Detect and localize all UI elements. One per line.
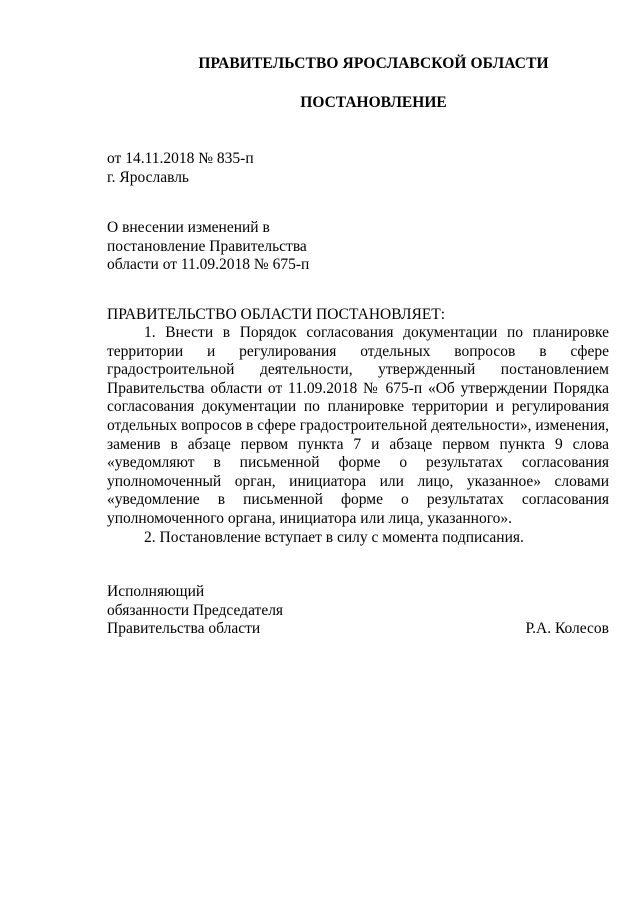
- document-body: [107, 324, 609, 547]
- preamble: ПРАВИТЕЛЬСТВО ОБЛАСТИ ПОСТАНОВЛЯЕТ:: [107, 306, 446, 323]
- organization-title: ПРАВИТЕЛЬСТВО ЯРОСЛАВСКОЙ ОБЛАСТИ: [198, 55, 549, 72]
- subject-line: области от 11.09.2018 № 675-п: [107, 256, 310, 274]
- subject-line: постановление Правительства: [107, 237, 307, 255]
- date-and-number: от 14.11.2018 № 835-п: [107, 150, 254, 167]
- signer-name: Р.А. Колесов: [525, 620, 609, 637]
- document-subject: [107, 219, 407, 275]
- signature-line: Правительства области: [107, 620, 261, 638]
- subject-line: О внесении изменений в: [107, 219, 270, 236]
- signature-line: Исполняющий: [107, 583, 205, 600]
- document-type-heading: ПОСТАНОВЛЕНИЕ: [300, 94, 447, 111]
- signature-position: [107, 583, 407, 639]
- body-paragraph: 2. Постановление вступает в силу с момента подписания.: [144, 528, 524, 546]
- document-meta: [107, 150, 407, 187]
- city: г. Ярославль: [107, 168, 189, 186]
- body-paragraph: 1. Внести в Порядок согласования документации по планировке территории и регулирования отдельных вопросов в сфере градостроительной деятельности, утвержденный постановлением Правительства области от 11.09.2018 № 675-п «Об утверждении Порядка согласования документации по планировке территории и регулирования отдельных вопросов в сфере градостроительной деятельности», изменения, заменив в абзаце первом пункта 7 и абзаце первом пункта 9 слова «уведомляют в письменной форме о результатах согласования уполномоченный орган, инициатора или лицо, указанное» словами «уведомление в письменной форме о результатах согласования уполномоченного органа, инициатора или лица, указанного».: [107, 324, 609, 527]
- signature-line: обязанности Председателя: [107, 601, 284, 619]
